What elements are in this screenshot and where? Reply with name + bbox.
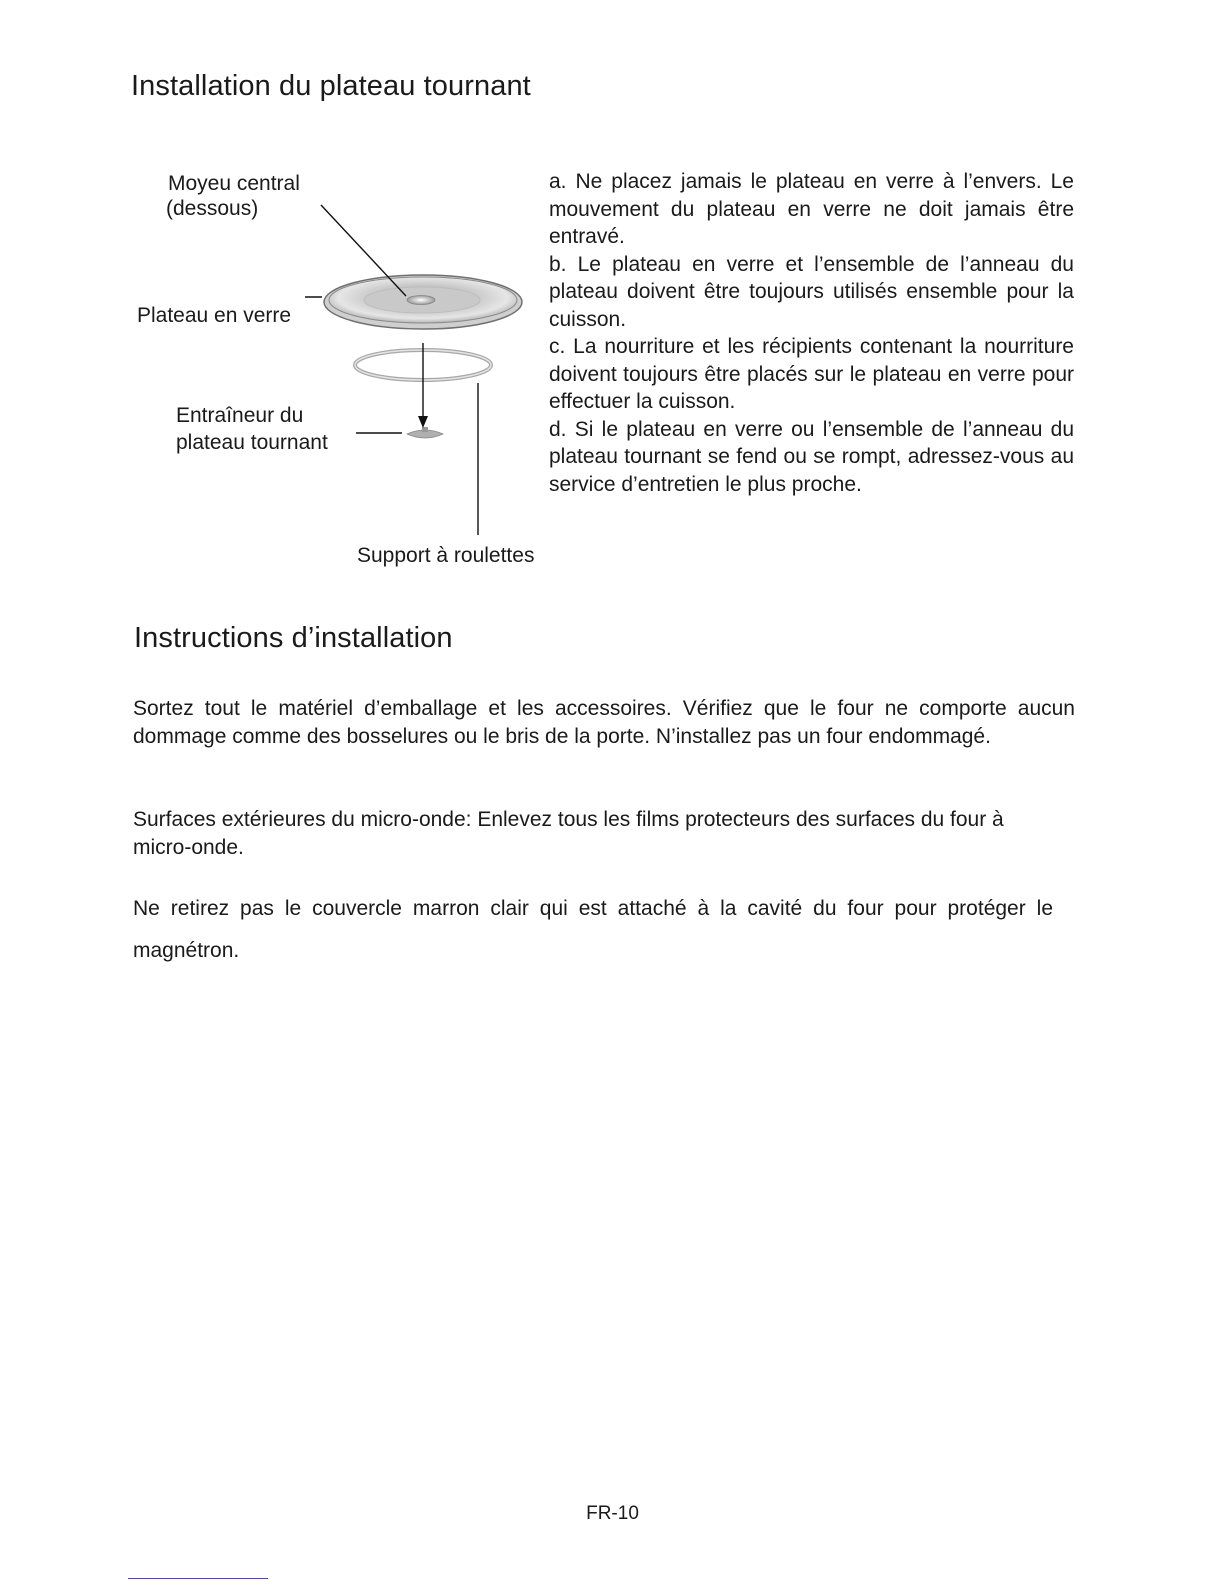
- turntable-diagram: [120, 160, 560, 580]
- paragraph-unpacking: Sortez tout le matériel d’emballage et les accessoires. Vérifiez que le four ne comporte aucun dommage comme des bosselures ou le bris de la porte. N’installez pas un four endommagé.: [133, 697, 1075, 748]
- note-c: c. La nourriture et les récipients contenant la nourriture doivent toujours être placés sur le plateau en verre pour effectuer la cuisson.: [549, 335, 1074, 413]
- label-roller-support: Support à roulettes: [357, 544, 535, 567]
- paragraph-exterior-surfaces: Surfaces extérieures du micro-onde: Enlevez tous les films protecteurs des surfaces du four à micro-onde.: [133, 808, 1004, 859]
- label-central-hub-underside: (dessous): [166, 197, 259, 220]
- arrow-down-icon: [418, 416, 428, 428]
- note-b: b. Le plateau en verre et l’ensemble de l’anneau du plateau doivent être toujours utilisés ensemble pour la cuisson.: [549, 252, 1074, 331]
- section-title-installation-instructions: Instructions d’installation: [134, 622, 453, 654]
- note-a: a. Ne placez jamais le plateau en verre à l’envers. Le mouvement du plateau en verre ne doit jamais être entravé.: [549, 170, 1074, 248]
- leader-lines: [305, 205, 478, 535]
- paragraph-mica-cover: Ne retirez pas le couvercle marron clair qui est attaché à la cavité du four pour protéger le magnétron.: [133, 897, 1053, 962]
- glass-tray-illustration: [324, 275, 522, 329]
- label-glass-tray: Plateau en verre: [137, 304, 292, 327]
- label-central-hub: Moyeu central: [168, 172, 300, 195]
- turntable-notes: [549, 168, 1074, 498]
- label-coupler-line2: plateau tournant: [176, 431, 328, 454]
- note-d: d. Si le plateau en verre ou l’ensemble de l’anneau du plateau tournant se fend ou se rompt, adressez-vous au service d’entretien le plus proche.: [549, 417, 1074, 496]
- coupler-illustration: [407, 427, 443, 438]
- label-coupler: Entraîneur du: [176, 404, 304, 427]
- page-number: FR-10: [586, 1503, 639, 1524]
- page-edge-line: [128, 1578, 268, 1579]
- section-title-turntable-installation: Installation du plateau tournant: [131, 70, 531, 102]
